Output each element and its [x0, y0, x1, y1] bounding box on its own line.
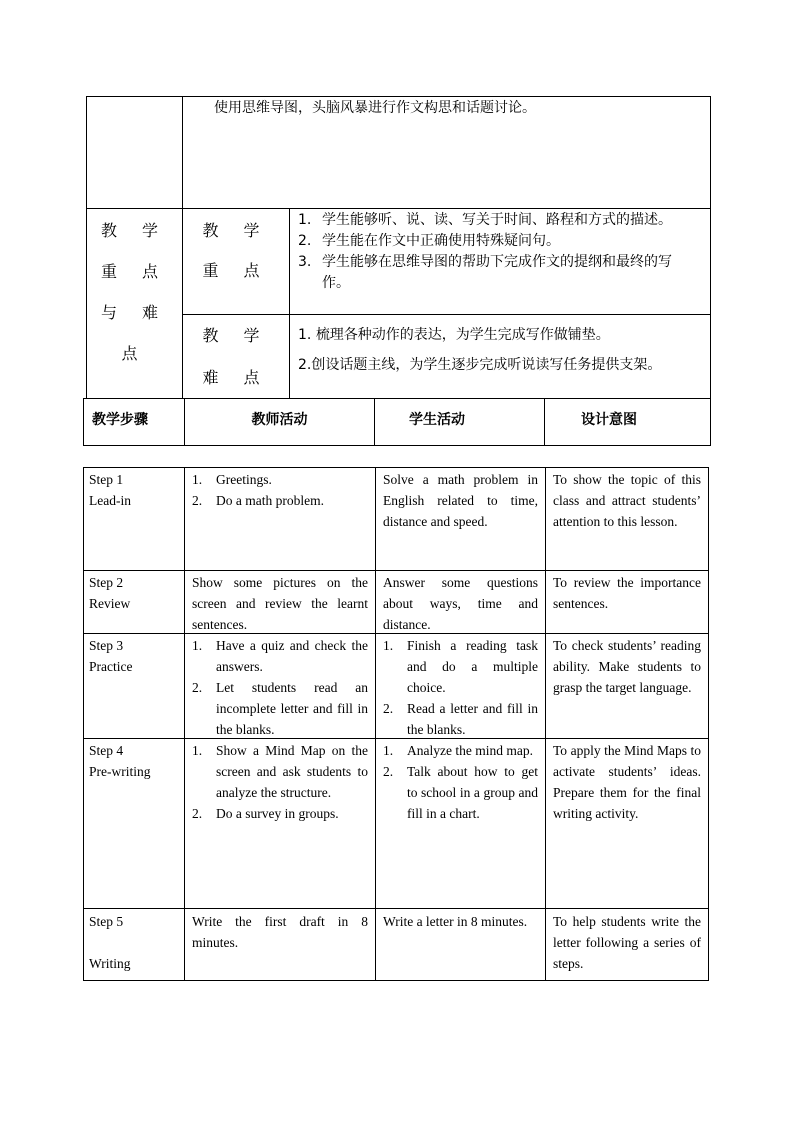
list-item: 2. Let students read an incomplete letter and fill in the blanks.: [192, 680, 368, 737]
list-item: 1. Finish a reading task and do a multiple choice.: [383, 638, 538, 695]
teacher-activity-cell: Show some pictures on the screen and review the learnt sentences.: [192, 575, 368, 632]
header-design-intent: 设计意图: [581, 412, 637, 428]
teaching-method-text: 使用思维导图，头脑风暴进行作文构思和话题讨论。: [214, 100, 536, 116]
step-cell: Step 2 Review: [89, 575, 131, 611]
student-activity-cell: Solve a math problem in English related to time, distance and speed.: [383, 472, 538, 529]
step-cell: Step 5 Writing: [89, 914, 131, 971]
teacher-activity-cell: [192, 635, 368, 740]
teacher-activity-cell: [192, 740, 368, 824]
list-item: 1. Show a Mind Map on the screen and ask students to analyze the structure.: [192, 743, 368, 800]
design-intent-cell: To show the topic of this class and attract students’ attention to this lesson.: [553, 472, 701, 529]
list-item: 2. Do a survey in groups.: [192, 806, 339, 821]
difficult-points-list: [298, 325, 694, 376]
list-item: 1. Analyze the mind map.: [383, 743, 533, 758]
list-item: 2. Do a math problem.: [192, 493, 324, 508]
list-item: 2. Read a letter and fill in the blanks.: [383, 701, 538, 737]
design-intent-cell: To check students’ reading ability. Make students to grasp the target language.: [553, 638, 701, 695]
key-and-difficult-label: 教 学 重 点 与 难 点: [100, 221, 169, 363]
step-cell: Step 1 Lead-in: [89, 472, 131, 508]
teacher-activity-cell: [192, 469, 368, 511]
header-teacher-activity: 教师活动: [251, 412, 308, 428]
key-points-label: 教 学 重 点: [202, 221, 270, 280]
header-student-activity: 学生活动: [409, 412, 465, 428]
step-cell: Step 3 Practice: [89, 638, 133, 674]
step-cell: Step 4 Pre-writing: [89, 743, 151, 779]
student-activity-cell: Write a letter in 8 minutes.: [383, 914, 528, 929]
list-item: 3. 学生能够在思维导图的帮助下完成作文的提纲和最终的写作。: [298, 254, 672, 291]
list-item: 1. Have a quiz and check the answers.: [192, 638, 368, 674]
design-intent-cell: To help students write the letter following a series of steps.: [553, 914, 701, 971]
teacher-activity-cell: Write the first draft in 8 minutes.: [192, 914, 368, 950]
student-activity-cell: [383, 635, 538, 740]
design-intent-cell: To review the importance sentences.: [553, 575, 701, 611]
header-steps: 教学步骤: [92, 412, 148, 428]
list-item: 1. Greetings.: [192, 472, 272, 487]
student-activity-cell: Answer some questions about ways, time and distance.: [383, 575, 538, 632]
key-points-list: [298, 210, 694, 294]
list-item: 1. 梳理各种动作的表达，为学生完成写作做铺垫。: [298, 327, 610, 343]
list-item: 1. 学生能够听、说、读、写关于时间、路程和方式的描述。: [298, 212, 672, 228]
list-item: 2. Talk about how to get to school in a group and fill in a chart.: [383, 764, 538, 821]
design-intent-cell: To apply the Mind Maps to activate students’ ideas. Prepare them for the final writing activity.: [553, 743, 701, 821]
list-item: 2. 学生能在作文中正确使用特殊疑问句。: [298, 233, 560, 249]
student-activity-cell: [383, 740, 538, 824]
difficult-points-label: 教 学 难 点: [202, 326, 270, 387]
list-item: 2.创设话题主线，为学生逐步完成听说读写任务提供支架。: [298, 357, 662, 373]
